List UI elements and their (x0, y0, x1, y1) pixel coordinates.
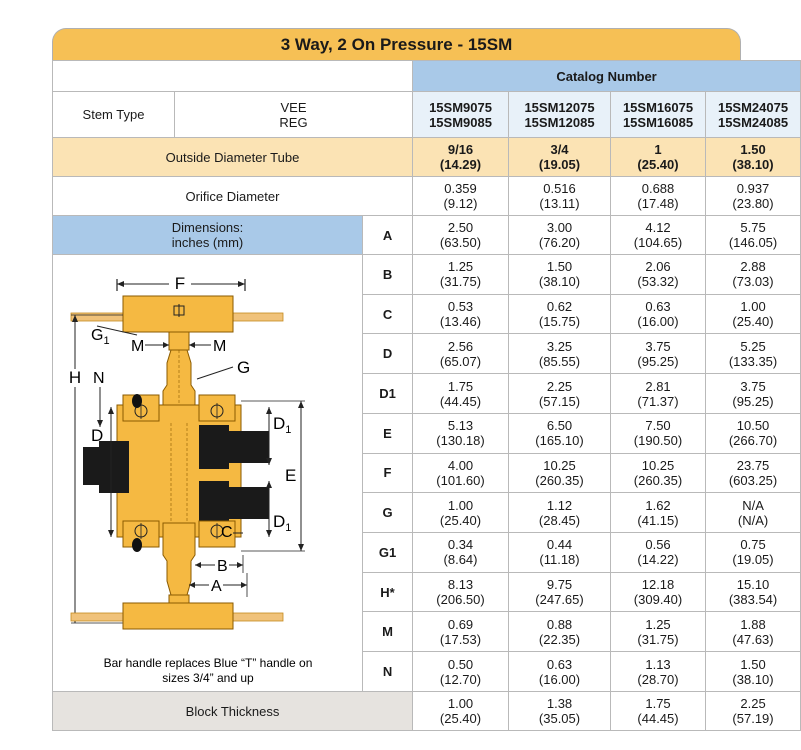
label-M-left: M (131, 338, 145, 355)
value-cell: 0.937 (23.80) (706, 177, 801, 216)
block-thickness-row (53, 692, 801, 731)
value-cell: 12.18 (309.40) (611, 572, 706, 612)
value-cell: 3.25 (85.55) (509, 334, 611, 374)
row-letter: H* (363, 572, 413, 612)
value-cell: 1.75 (44.45) (413, 374, 509, 414)
value-cell: 1.00 (25.40) (413, 493, 509, 533)
label-C: C (221, 524, 233, 541)
value-cell: 9/16 (14.29) (413, 138, 509, 177)
row-letter: G (363, 493, 413, 533)
dim-row-b (53, 255, 801, 295)
spec-sheet (52, 28, 789, 740)
value-cell: 0.50 (12.70) (413, 652, 509, 692)
value-cell: 0.88 (22.35) (509, 612, 611, 652)
valve-diagram (53, 255, 363, 691)
catalog-number-header: Catalog Number (413, 61, 801, 92)
label-D1-lower: $D_1$ (273, 512, 292, 534)
value-cell: 23.75 (603.25) (706, 453, 801, 493)
page-title: 3 Way, 2 On Pressure - 15SM (52, 28, 741, 60)
value-cell: 6.50 (165.10) (509, 413, 611, 453)
label-D1-upper: $D_1$ (273, 414, 292, 436)
value-cell: 3/4 (19.05) (509, 138, 611, 177)
value-cell: 0.44 (11.18) (509, 533, 611, 573)
stem-type-options (175, 92, 413, 138)
value-cell: 3.75 (95.25) (611, 334, 706, 374)
row-letter: C (363, 294, 413, 334)
orifice-label: Orifice Diameter (53, 177, 413, 216)
value-cell: 2.25 (57.15) (509, 374, 611, 414)
svg-text:sizes 3/4” and up: sizes 3/4” and up (162, 671, 254, 685)
dim-row-a (53, 216, 801, 255)
value-cell: 15.10 (383.54) (706, 572, 801, 612)
label-G1: $G_1$ (91, 327, 110, 347)
value-cell: 1.50 (38.10) (706, 138, 801, 177)
row-letter: N (363, 652, 413, 692)
value-cell: 4.12 (104.65) (611, 216, 706, 255)
value-cell: N/A (N/A) (706, 493, 801, 533)
row-letter: B (363, 255, 413, 295)
value-cell: 10.25 (260.35) (611, 453, 706, 493)
value-cell: 3.00 (76.20) (509, 216, 611, 255)
dimensions-label: Dimensions: inches (mm) (53, 216, 363, 255)
value-cell: 8.13 (206.50) (413, 572, 509, 612)
value-cell: 2.06 (53.32) (611, 255, 706, 295)
value-cell: 2.25 (57.19) (706, 692, 801, 731)
value-cell: 9.75 (247.65) (509, 572, 611, 612)
value-cell: 0.63 (16.00) (509, 652, 611, 692)
value-cell: 1.25 (31.75) (413, 255, 509, 295)
value-cell: 3.75 (95.25) (706, 374, 801, 414)
row-letter: D (363, 334, 413, 374)
value-cell: 1.50 (38.10) (509, 255, 611, 295)
value-cell: 1.00 (25.40) (706, 294, 801, 334)
value-cell: 5.13 (130.18) (413, 413, 509, 453)
label-A: A (211, 578, 222, 595)
value-cell: 0.62 (15.75) (509, 294, 611, 334)
catalog-cell: 15SM9075 15SM9085 (413, 92, 509, 138)
stem-type-label: Stem Type (53, 92, 175, 138)
label-B: B (217, 558, 228, 575)
value-cell: 1.38 (35.05) (509, 692, 611, 731)
orifice-row (53, 177, 801, 216)
row-letter: G1 (363, 533, 413, 573)
label-H: H (68, 368, 82, 387)
block-thickness-label: Block Thickness (53, 692, 413, 731)
label-E: E (285, 466, 297, 485)
value-cell: 1.00 (25.40) (413, 692, 509, 731)
value-cell: 7.50 (190.50) (611, 413, 706, 453)
valve-diagram-cell (53, 255, 363, 692)
value-cell: 1.88 (47.63) (706, 612, 801, 652)
value-cell: 0.516 (13.11) (509, 177, 611, 216)
outside-diameter-label: Outside Diameter Tube (53, 138, 413, 177)
value-cell: 10.50 (266.70) (706, 413, 801, 453)
value-cell: 5.75 (146.05) (706, 216, 801, 255)
catalog-cell: 15SM24075 15SM24085 (706, 92, 801, 138)
outside-diameter-row (53, 138, 801, 177)
label-G: G (237, 358, 251, 377)
value-cell: 1.13 (28.70) (611, 652, 706, 692)
label-D: D (91, 426, 104, 445)
row-letter: D1 (363, 374, 413, 414)
value-cell: 1.25 (31.75) (611, 612, 706, 652)
stem-reg-label: REG (279, 114, 308, 130)
label-M-right: M (213, 338, 227, 355)
row-letter: F (363, 453, 413, 493)
value-cell: 2.56 (65.07) (413, 334, 509, 374)
label-N: N (93, 370, 105, 387)
value-cell: 0.688 (17.48) (611, 177, 706, 216)
value-cell: 1.75 (44.45) (611, 692, 706, 731)
value-cell: 2.88 (73.03) (706, 255, 801, 295)
value-cell: 5.25 (133.35) (706, 334, 801, 374)
stem-type-row (53, 92, 801, 138)
value-cell: 0.56 (14.22) (611, 533, 706, 573)
value-cell: 2.81 (71.37) (611, 374, 706, 414)
value-cell: 4.00 (101.60) (413, 453, 509, 493)
caption-line: Bar handle replaces Blue “T” handle on (103, 656, 313, 670)
value-cell: 1.62 (41.15) (611, 493, 706, 533)
value-cell: 2.50 (63.50) (413, 216, 509, 255)
blank-header-cell (53, 61, 413, 92)
value-cell: 0.63 (16.00) (611, 294, 706, 334)
catalog-cell: 15SM16075 15SM16085 (611, 92, 706, 138)
value-cell: 0.53 (13.46) (413, 294, 509, 334)
value-cell: 0.34 (8.64) (413, 533, 509, 573)
catalog-cell: 15SM12075 15SM12085 (509, 92, 611, 138)
row-letter: M (363, 612, 413, 652)
value-cell: 1.50 (38.10) (706, 652, 801, 692)
row-letter: A (363, 216, 413, 255)
row-letter: E (363, 413, 413, 453)
value-cell: 0.75 (19.05) (706, 533, 801, 573)
value-cell: 10.25 (260.35) (509, 453, 611, 493)
value-cell: 0.359 (9.12) (413, 177, 509, 216)
spec-table (52, 60, 801, 731)
label-F: F (174, 274, 186, 293)
stem-vee-label: VEE (280, 99, 307, 115)
value-cell: 0.69 (17.53) (413, 612, 509, 652)
value-cell: 1.12 (28.45) (509, 493, 611, 533)
value-cell: 1 (25.40) (611, 138, 706, 177)
